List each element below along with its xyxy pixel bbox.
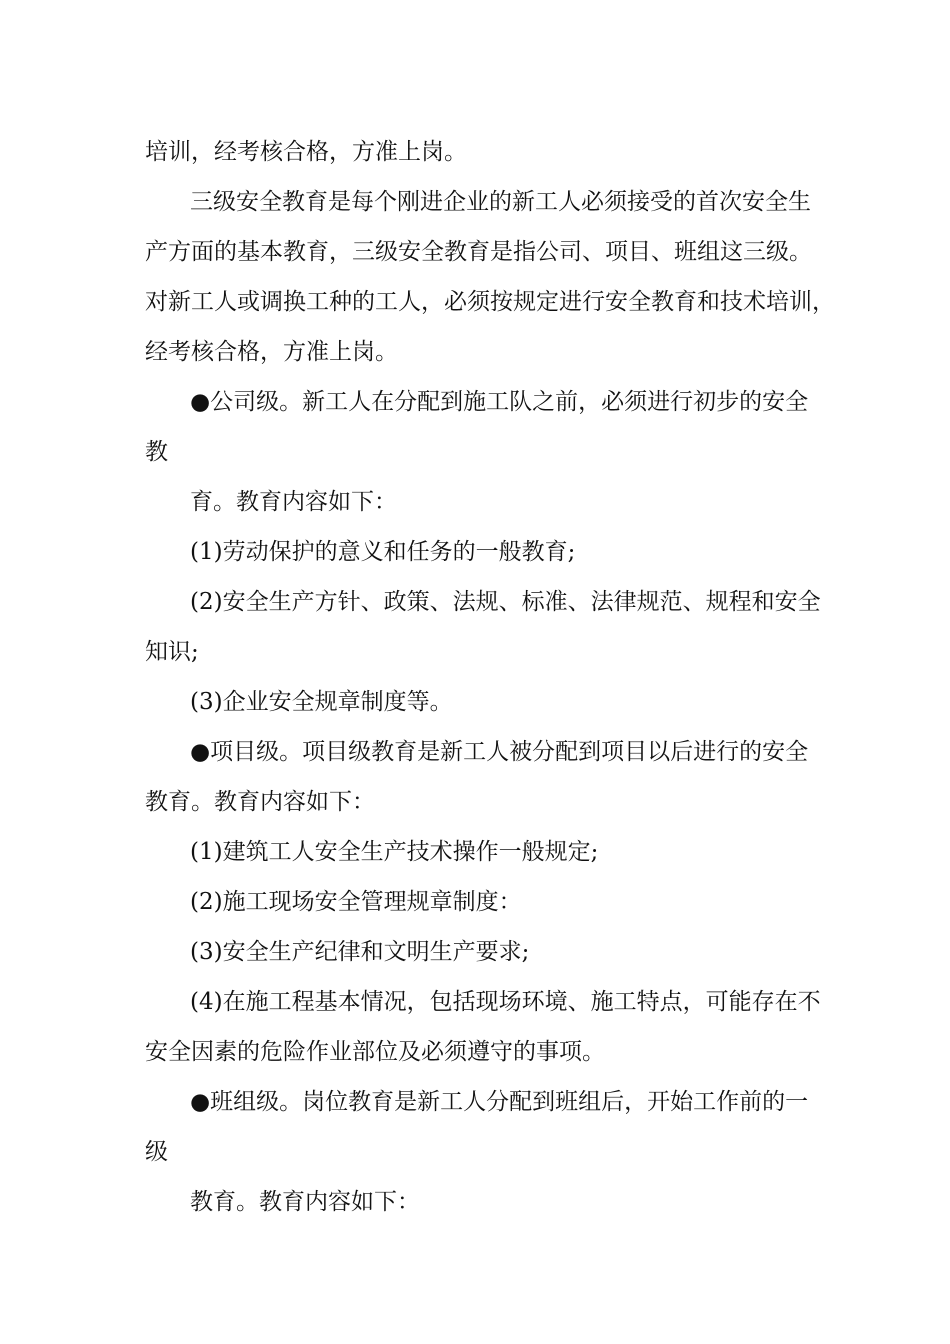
text-line: 经考核合格，方准上岗。 <box>145 339 398 365</box>
text-line: 教育。教育内容如下： <box>145 789 375 815</box>
text-line: (3)企业安全规章制度等。 <box>190 689 453 715</box>
text-line: (2)安全生产方针、政策、法规、标准、法律规范、规程和安全 <box>190 589 821 615</box>
list-item <box>145 527 950 577</box>
text-line: ●班组级。岗位教育是新工人分配到班组后，开始工作前的一 <box>190 1089 809 1115</box>
text-line: 级 <box>145 1139 168 1165</box>
text-line: 对新工人或调换工种的工人，必须按规定进行安全教育和技术培训， <box>145 289 835 315</box>
text-line: (3)安全生产纪律和文明生产要求; <box>190 939 530 965</box>
list-item <box>145 977 950 1077</box>
list-item <box>145 677 950 727</box>
text-line: (1)建筑工人安全生产技术操作一般规定; <box>190 839 599 865</box>
list-item <box>145 927 950 977</box>
text-line: 产方面的基本教育，三级安全教育是指公司、项目、班组这三级。 <box>145 239 812 265</box>
text-line: 知识; <box>145 639 199 665</box>
paragraph-content-heading <box>145 1177 950 1227</box>
paragraph-company-level <box>145 377 950 477</box>
text-line: (1)劳动保护的意义和任务的一般教育; <box>190 539 576 565</box>
text-line: 三级安全教育是每个刚进企业的新工人必须接受的首次安全生 <box>190 189 811 215</box>
list-item <box>145 877 950 927</box>
text-line: (2)施工现场安全管理规章制度： <box>190 889 522 915</box>
paragraph-content-heading <box>145 477 950 527</box>
paragraph-team-level <box>145 1077 950 1177</box>
text-line: ●项目级。项目级教育是新工人被分配到项目以后进行的安全 <box>190 739 809 765</box>
text-line: 安全因素的危险作业部位及必须遵守的事项。 <box>145 1039 605 1065</box>
text-line: 育。教育内容如下： <box>190 489 397 515</box>
list-item <box>145 827 950 877</box>
text-line: (4)在施工程基本情况，包括现场环境、施工特点，可能存在不 <box>190 989 821 1015</box>
list-item <box>145 577 950 677</box>
paragraph-project-level <box>145 727 950 827</box>
text-line: 教育。教育内容如下： <box>190 1189 420 1215</box>
paragraph-three-level-intro <box>145 177 950 377</box>
text-line: ●公司级。新工人在分配到施工队之前，必须进行初步的安全 <box>190 389 809 415</box>
text-line: 教 <box>145 439 168 465</box>
text-line: 培训，经考核合格，方准上岗。 <box>145 139 467 165</box>
paragraph-continued <box>145 127 950 177</box>
